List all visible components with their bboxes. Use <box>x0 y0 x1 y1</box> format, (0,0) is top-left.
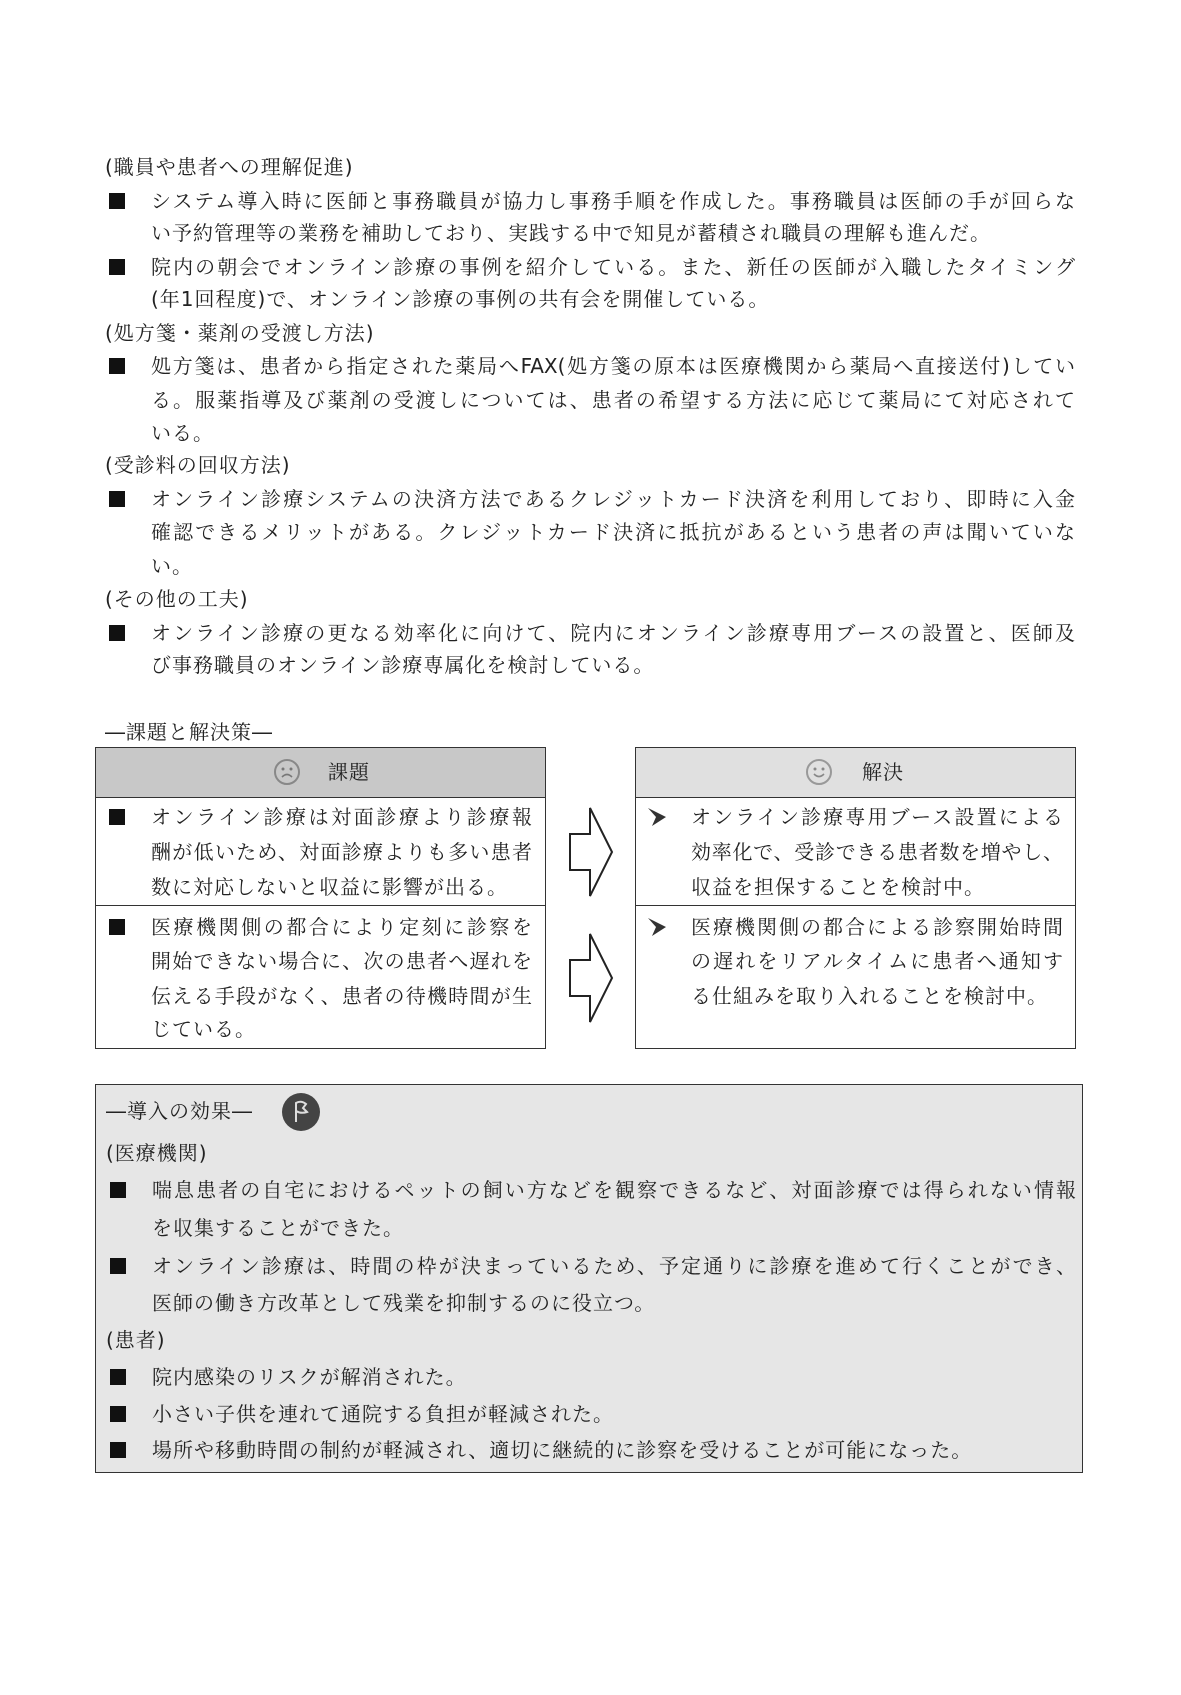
arrowhead-bullet-icon <box>646 806 668 828</box>
bullet-icon <box>110 1442 126 1458</box>
text-line: 院内感染のリスクが解消された。 <box>152 1365 467 1389</box>
text-line: 数に対応しないと収益に影響が出る。 <box>151 875 508 899</box>
group-heading: (患者) <box>106 1328 166 1352</box>
bullet-icon <box>110 1258 126 1274</box>
sad-face-icon <box>274 759 300 785</box>
bullet-icon <box>109 491 125 507</box>
text-line: い予約管理等の業務を補助しており、実践する中で知見が蓄積され職員の理解も進んだ。 <box>151 221 991 245</box>
bullet-icon <box>109 358 125 374</box>
text-line: い。 <box>151 554 193 578</box>
text-line: 医療機関側の都合による診察開始時間 <box>691 915 1063 939</box>
smile-face-icon <box>806 759 832 785</box>
text-line: (年1回程度)で、オンライン診療の事例の共有会を開催している。 <box>151 287 770 311</box>
bullet-icon <box>109 809 125 825</box>
bullet-icon <box>109 919 125 935</box>
section-heading: (その他の工夫) <box>105 587 249 611</box>
text-line: オンライン診療は、時間の枠が決まっているため、予定通りに診療を進めて行くことができ、 <box>152 1254 1076 1278</box>
solution-header-label: 解決 <box>862 760 904 784</box>
bullet-icon <box>109 259 125 275</box>
text-line: システム導入時に医師と事務職員が協力し事務手順を作成した。事務職員は医師の手が回らな <box>151 189 1075 213</box>
effects-box <box>95 1084 1083 1473</box>
text-line: じている。 <box>151 1017 256 1041</box>
solution-header <box>636 748 1075 798</box>
issues-title: ―課題と解決策― <box>105 720 273 744</box>
bullet-icon <box>109 193 125 209</box>
flag-icon <box>282 1093 320 1131</box>
text-line: 収益を担保することを検討中。 <box>691 875 985 899</box>
text-line: 院内の朝会でオンライン診療の事例を紹介している。また、新任の医師が入職したタイミング <box>151 255 1075 279</box>
section-heading: (職員や患者への理解促進) <box>105 155 354 179</box>
text-line: 場所や移動時間の制約が軽減され、適切に継続的に診察を受けることが可能になった。 <box>152 1438 973 1462</box>
text-line: オンライン診療の更なる効率化に向けて、院内にオンライン診療専用ブースの設置と、医師及 <box>151 621 1075 645</box>
text-line: 小さい子供を連れて通院する負担が軽減された。 <box>152 1402 614 1426</box>
divider <box>96 905 545 906</box>
text-line: 開始できない場合に、次の患者へ遅れを <box>151 949 532 973</box>
text-line: いる。 <box>151 421 214 445</box>
right-arrow-icon <box>568 932 614 1024</box>
divider <box>636 905 1075 906</box>
bullet-icon <box>110 1406 126 1422</box>
right-arrow-icon <box>568 806 614 898</box>
text-line: 酬が低いため、対面診療よりも多い患者 <box>151 840 532 864</box>
arrowhead-bullet-icon <box>646 916 668 938</box>
text-line: 効率化で、受診できる患者数を増やし、 <box>691 840 1063 864</box>
text-line: る。服薬指導及び薬剤の受渡しについては、患者の希望する方法に応じて薬局にて対応されて <box>151 388 1075 412</box>
text-line: 医療機関側の都合により定刻に診察を <box>151 915 532 939</box>
text-line: 確認できるメリットがある。クレジットカード決済に抵抗があるという患者の声は聞いていな <box>151 520 1075 544</box>
text-line: る仕組みを取り入れることを検討中。 <box>691 984 1048 1008</box>
problem-table <box>95 747 546 1049</box>
section-heading: (処方箋・薬剤の受渡し方法) <box>105 321 375 345</box>
text-line: の遅れをリアルタイムに患者へ通知す <box>691 949 1063 973</box>
solution-table <box>635 747 1076 1049</box>
text-line: を収集することができた。 <box>152 1216 404 1240</box>
text-line: オンライン診療専用ブース設置による <box>691 805 1063 829</box>
text-line: オンライン診療は対面診療より診療報 <box>151 805 532 829</box>
section-heading: (受診料の回収方法) <box>105 453 291 477</box>
text-line: 喘息患者の自宅におけるペットの飼い方などを観察できるなど、対面診療では得られない情報 <box>152 1178 1076 1202</box>
bullet-icon <box>110 1182 126 1198</box>
group-heading: (医療機関) <box>106 1141 208 1165</box>
text-line: 伝える手段がなく、患者の待機時間が生 <box>151 984 532 1008</box>
text-line: び事務職員のオンライン診療専属化を検討している。 <box>151 653 655 677</box>
bullet-icon <box>110 1369 126 1385</box>
problem-header <box>96 748 545 798</box>
effects-title: ―導入の効果― <box>106 1099 253 1123</box>
text-line: オンライン診療システムの決済方法であるクレジットカード決済を利用しており、即時に入金 <box>151 487 1075 511</box>
text-line: 処方箋は、患者から指定された薬局へFAX(処方箋の原本は医療機関から薬局へ直接送付)してい <box>151 354 1075 378</box>
problem-header-label: 課題 <box>328 760 370 784</box>
text-line: 医師の働き方改革として残業を抑制するのに役立つ。 <box>152 1291 656 1315</box>
bullet-icon <box>109 625 125 641</box>
